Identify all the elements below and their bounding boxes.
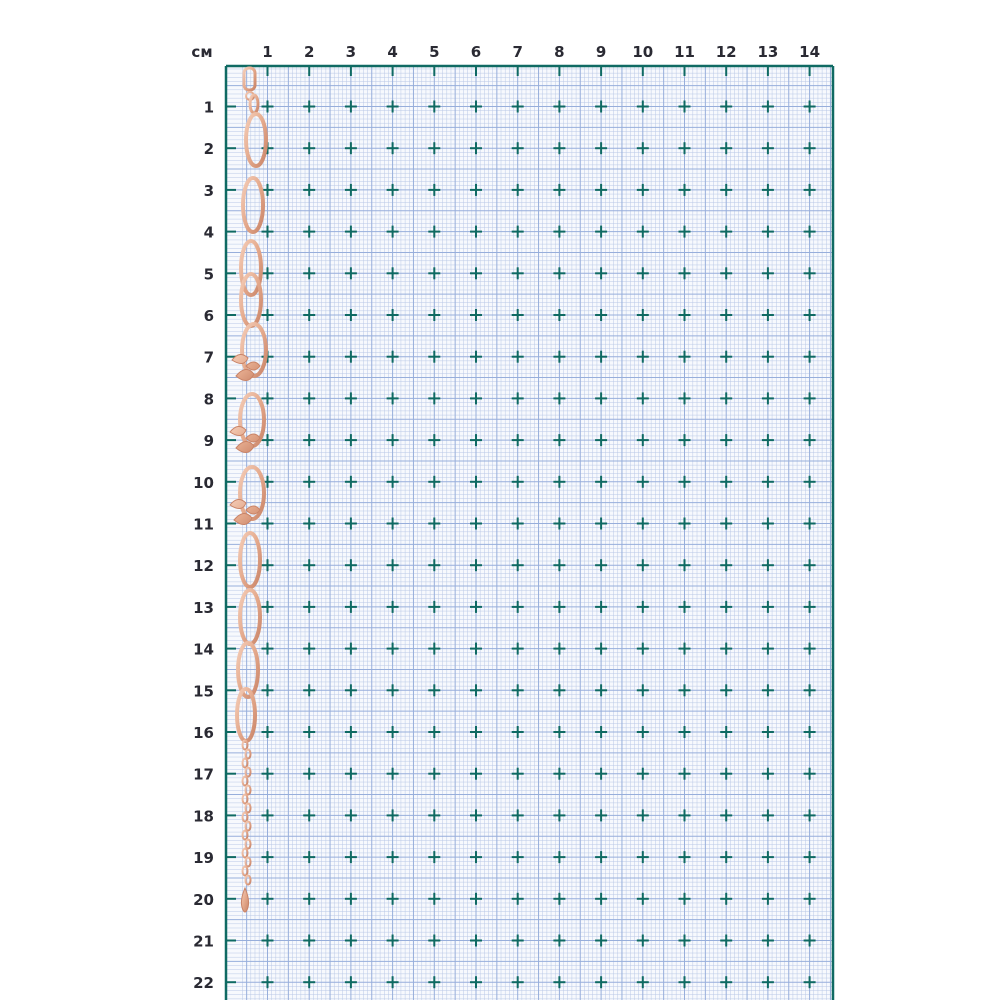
y-axis-label: 1 xyxy=(203,98,214,117)
y-axis-label: 15 xyxy=(193,682,214,701)
x-axis-label: 2 xyxy=(303,43,315,61)
x-axis-label: 11 xyxy=(674,43,695,61)
x-axis-label: 8 xyxy=(554,43,565,61)
y-axis-label: 14 xyxy=(193,640,214,659)
y-axis-label: 2 xyxy=(203,140,214,159)
y-axis-label: 9 xyxy=(203,432,214,451)
x-axis-label: 3 xyxy=(345,43,357,61)
y-axis-label: 20 xyxy=(193,890,214,909)
y-axis-labels xyxy=(193,99,214,993)
x-axis-label: 10 xyxy=(632,43,654,61)
x-axis-label: 14 xyxy=(799,43,821,61)
y-axis-label: 6 xyxy=(203,307,214,325)
y-axis-label: 5 xyxy=(203,265,214,284)
y-axis-label: 16 xyxy=(193,724,214,742)
y-axis-label: 12 xyxy=(193,557,214,576)
x-axis-labels xyxy=(262,43,820,61)
y-axis-label: 22 xyxy=(193,974,214,993)
y-axis-label: 3 xyxy=(203,181,214,200)
y-axis-label: 17 xyxy=(193,765,214,784)
y-axis-label: 7 xyxy=(203,348,214,367)
y-axis-label: 10 xyxy=(193,473,214,492)
y-axis-label: 13 xyxy=(193,598,214,617)
y-axis-label: 18 xyxy=(193,807,214,826)
x-axis-label: 1 xyxy=(262,43,273,61)
x-axis-label: 9 xyxy=(595,43,607,61)
y-axis-label: 19 xyxy=(193,849,214,868)
x-axis-label: 4 xyxy=(387,43,398,61)
y-axis-label: 21 xyxy=(193,932,214,951)
y-axis-label: 4 xyxy=(203,223,214,242)
x-axis-label: 6 xyxy=(470,43,482,61)
y-axis-label: 8 xyxy=(203,390,214,409)
y-axis-label: 11 xyxy=(193,515,214,534)
x-axis-label: 5 xyxy=(429,43,440,61)
x-axis-label: 13 xyxy=(757,43,779,61)
x-axis-label: 7 xyxy=(512,43,523,61)
unit-label: см xyxy=(191,43,213,61)
grid-paper xyxy=(226,66,833,1000)
x-axis-label: 12 xyxy=(715,43,737,61)
